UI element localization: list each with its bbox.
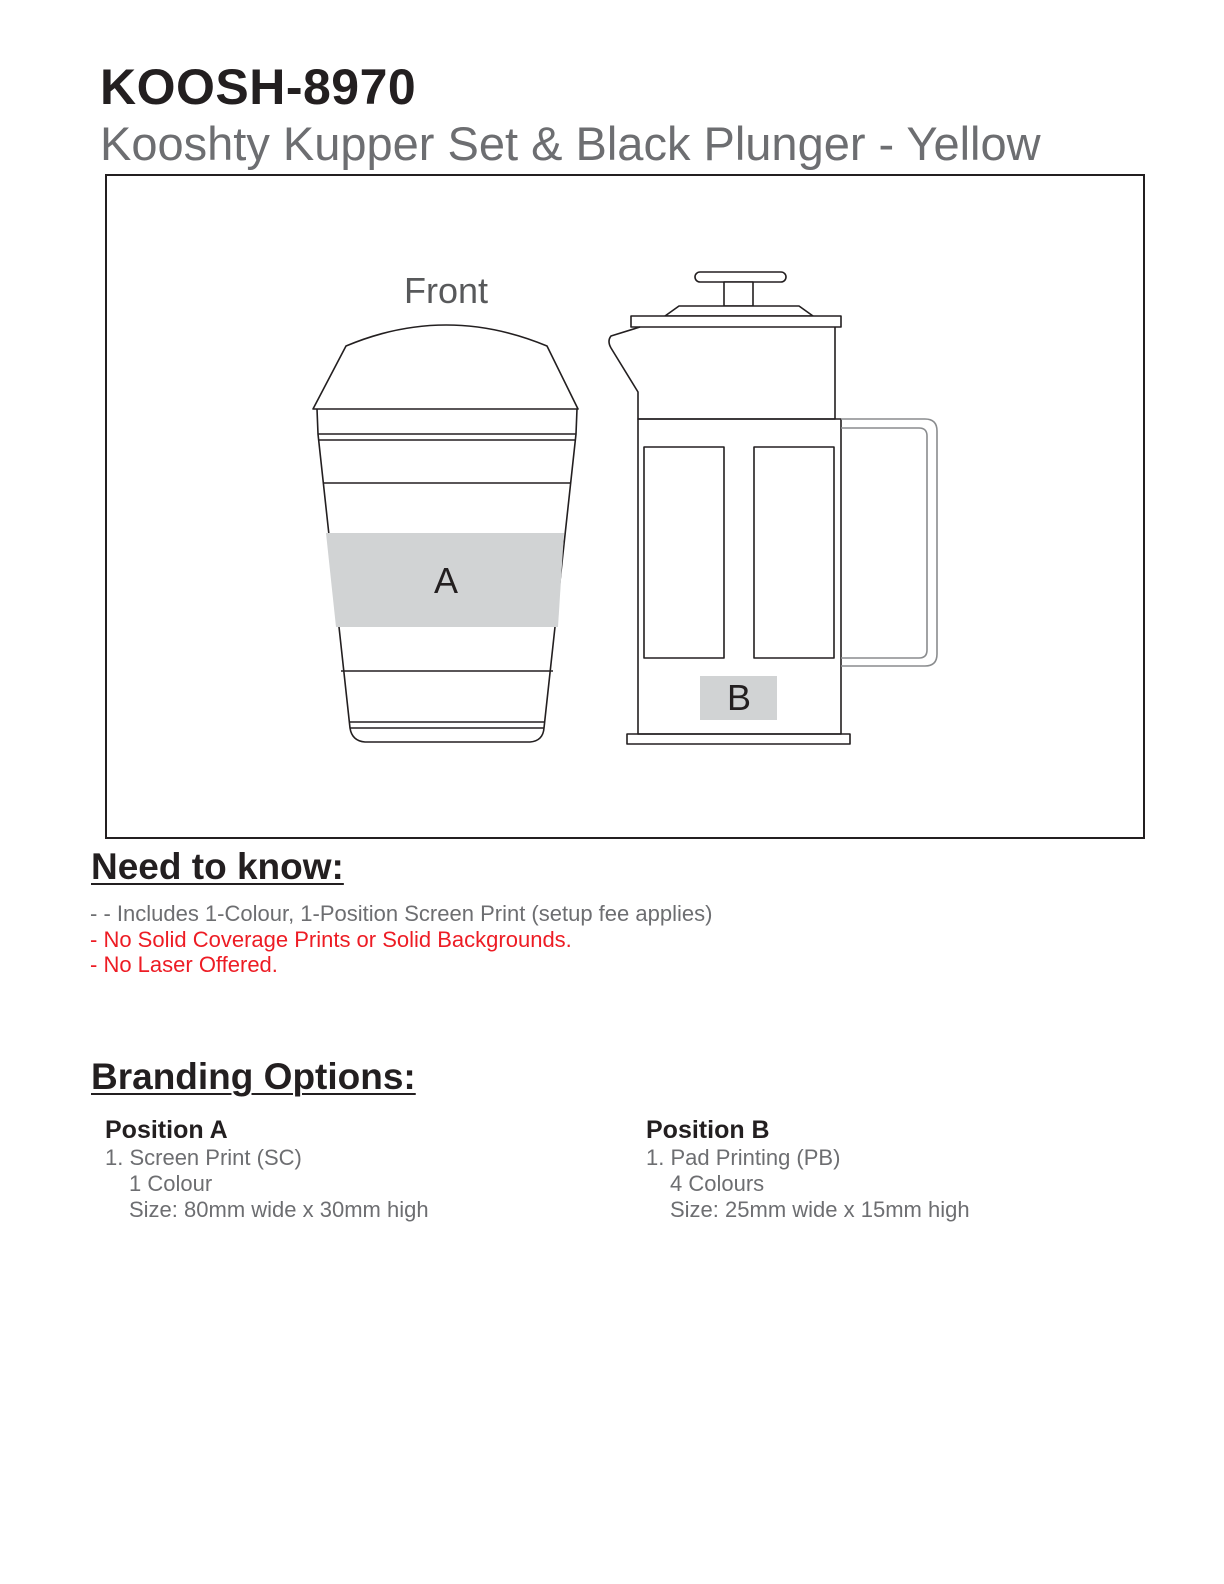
product-line-drawing: [107, 176, 1143, 837]
position-a-colours: 1 Colour: [129, 1171, 213, 1196]
position-a-size: Size: 80mm wide x 30mm high: [129, 1197, 429, 1222]
position-a-block: [105, 1115, 429, 1223]
plunger-knob: [695, 272, 786, 282]
cup-lid: [313, 325, 578, 409]
position-b-title: Position B: [646, 1116, 770, 1144]
carafe-top: [609, 327, 835, 419]
position-b-colours: 4 Colours: [670, 1171, 765, 1196]
position-b-method: 1. Pad Printing (PB): [646, 1145, 841, 1170]
note-item: - - Includes 1-Colour, 1-Position Screen Print (setup fee applies): [90, 901, 713, 926]
need-to-know-heading: Need to know:: [91, 846, 344, 887]
position-b-size: Size: 25mm wide x 15mm high: [670, 1197, 970, 1222]
need-to-know-list: [90, 901, 712, 978]
product-code: KOOSH-8970: [100, 59, 417, 115]
note-item: - No Laser Offered.: [90, 952, 278, 977]
area-a-label: A: [433, 560, 459, 601]
front-view-label: Front: [403, 270, 489, 311]
position-a-title: Position A: [105, 1116, 228, 1144]
plunger-lid: [665, 306, 813, 316]
product-diagram-frame: [105, 174, 1145, 839]
position-a-method: 1. Screen Print (SC): [105, 1145, 302, 1170]
plunger-handle: [841, 419, 937, 666]
plunger-base: [627, 734, 850, 744]
position-b-block: [646, 1115, 970, 1223]
product-name: Kooshty Kupper Set & Black Plunger - Yellow: [100, 117, 1041, 170]
branding-options-heading: Branding Options:: [91, 1056, 416, 1097]
note-item: - No Solid Coverage Prints or Solid Backgrounds.: [90, 926, 572, 952]
area-b-label: B: [726, 677, 752, 718]
